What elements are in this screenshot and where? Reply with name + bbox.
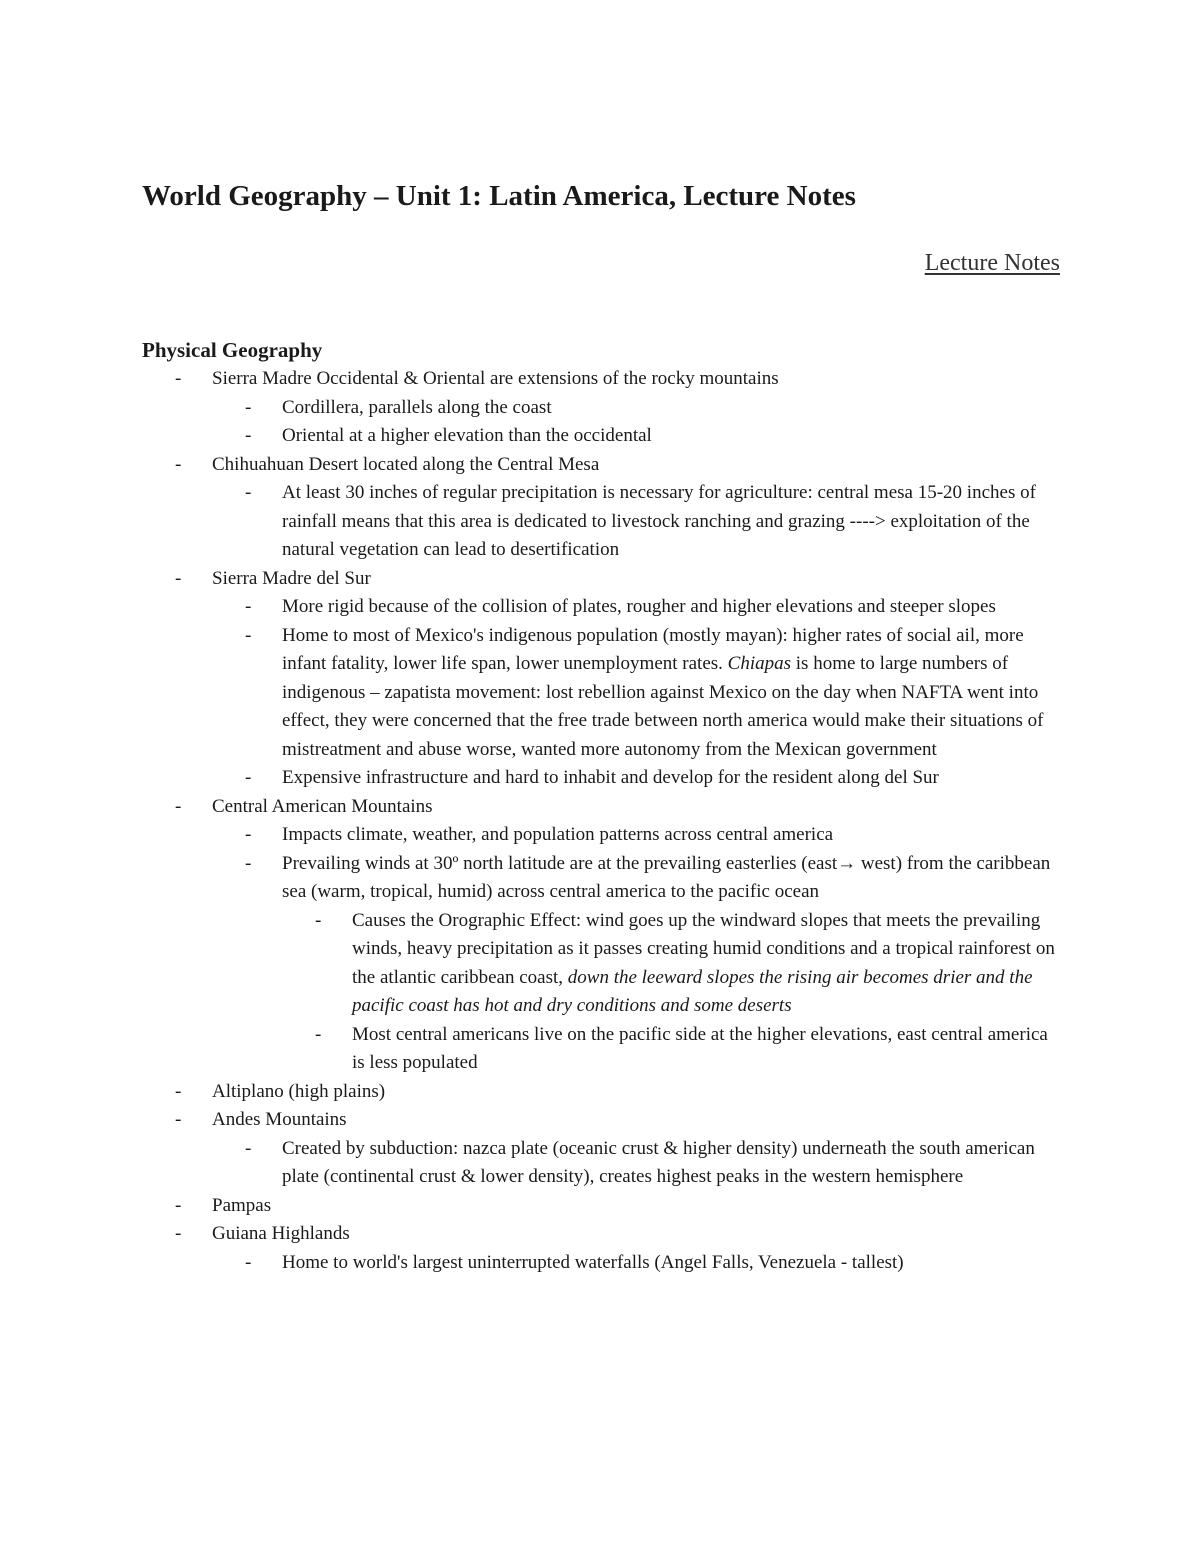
list-item xyxy=(142,1220,1060,1277)
document-page xyxy=(142,176,1060,1277)
list-item xyxy=(212,394,1060,423)
bullet-dash: - xyxy=(245,596,252,617)
document-title: World Geography – Unit 1: Latin America, Lecture Notes xyxy=(142,180,856,212)
item-text: Prevailing winds at 30º north latitude are at the prevailing easterlies (east→ west) from the caribbean sea (warm, tropical, humid) across central america to the pacific ocean xyxy=(282,852,1051,902)
bullet-dash: - xyxy=(175,1109,182,1130)
bullet-dash: - xyxy=(245,852,252,874)
list-item xyxy=(212,622,1060,765)
item-text: Home to most of Mexico's indigenous population (mostly mayan): higher rates of social ail, more infant fatality, lower life span, lower unemployment rates. xyxy=(282,624,1024,674)
bullet-dash: - xyxy=(175,453,182,475)
bullet-dash: - xyxy=(315,909,322,931)
list-item xyxy=(212,422,1060,451)
item-text: Sierra Madre Occidental & Oriental are extensions of the rocky mountains xyxy=(212,368,779,389)
bullet-dash: - xyxy=(245,1137,252,1159)
bullet-dash: - xyxy=(175,1080,182,1102)
item-text: Impacts climate, weather, and population patterns across central america xyxy=(282,824,834,845)
list-item xyxy=(212,1135,1060,1192)
list-item xyxy=(142,451,1060,565)
sub-list xyxy=(212,1249,1060,1278)
section-heading-physical-geography: Physical Geography xyxy=(142,338,323,362)
item-text: Chihuahuan Desert located along the Central Mesa xyxy=(212,453,600,475)
list-item xyxy=(212,479,1060,565)
item-text: Causes the Orographic Effect: wind goes up the windward slopes that meets the prevailing winds, heavy precipitation as it passes creating humid conditions and a tropical rainforest on the atlantic caribbean coast, xyxy=(352,909,1055,988)
item-text: Guiana Highlands xyxy=(212,1223,350,1244)
bullet-dash: - xyxy=(245,482,252,503)
item-text-italic: Chiapas xyxy=(727,653,792,674)
sub-list xyxy=(212,593,1060,793)
list-item xyxy=(142,365,1060,451)
sub-list xyxy=(212,394,1060,451)
sub-list xyxy=(212,479,1060,565)
sub-sub-list xyxy=(282,907,1060,1078)
notes-list xyxy=(142,365,1060,1277)
list-item xyxy=(212,1249,1060,1278)
item-text: More rigid because of the collision of plates, rougher and higher elevations and steeper slopes xyxy=(282,596,996,617)
item-text: Cordillera, parallels along the coast xyxy=(282,396,552,418)
list-item xyxy=(212,850,1060,1078)
item-text: Central American Mountains xyxy=(212,795,433,817)
list-item xyxy=(282,907,1060,1021)
lecture-notes-link[interactable]: Lecture Notes xyxy=(924,250,1060,276)
item-text: Altiplano (high plains) xyxy=(212,1080,386,1102)
item-text: Pampas xyxy=(212,1194,272,1216)
list-item xyxy=(142,565,1060,793)
item-text: Andes Mountains xyxy=(212,1109,347,1130)
item-text: Most central americans live on the pacific side at the higher elevations, east central america is less populated xyxy=(352,1023,1048,1073)
list-item xyxy=(212,821,1060,850)
bullet-dash: - xyxy=(175,1223,182,1244)
list-item xyxy=(142,1106,1060,1192)
list-item xyxy=(142,1078,1060,1107)
sub-list xyxy=(212,1135,1060,1192)
bullet-dash: - xyxy=(245,767,252,788)
list-item xyxy=(142,1192,1060,1221)
item-text: Sierra Madre del Sur xyxy=(212,567,371,589)
bullet-dash: - xyxy=(175,567,182,589)
list-item xyxy=(282,1021,1060,1078)
bullet-dash: - xyxy=(245,425,252,446)
item-text: Home to world's largest uninterrupted waterfalls (Angel Falls, Venezuela - tallest) xyxy=(282,1251,904,1273)
list-item xyxy=(212,764,1060,793)
item-text: Created by subduction: nazca plate (oceanic crust & higher density) underneath the south american plate (continental crust & lower density), creates highest peaks in the western hemisphere xyxy=(282,1137,1035,1187)
item-text: At least 30 inches of regular precipitation is necessary for agriculture: central mesa 15-20 inches of rainfall means that this area is dedicated to livestock ranching and grazing ----> exploitation of the natural vegetation can lead to desertification xyxy=(282,482,1036,560)
item-text-italic: down the leeward slopes the rising air becomes drier and the pacific coast has hot and dry conditions and some deserts xyxy=(352,966,1033,1016)
item-text: Oriental at a higher elevation than the occidental xyxy=(282,425,652,446)
bullet-dash: - xyxy=(175,368,182,389)
item-text: is home to large numbers of indigenous – zapatista movement: lost rebellion against Mexico on the day when NAFTA went into effect, they were concerned that the free trade between north america would make their situations of mistreatment and abuse worse, wanted more autonomy from the Mexican government xyxy=(282,653,1044,760)
subtitle-row xyxy=(142,250,1060,290)
bullet-dash: - xyxy=(245,396,252,418)
list-item xyxy=(212,593,1060,622)
bullet-dash: - xyxy=(315,1023,322,1045)
bullet-dash: - xyxy=(245,624,252,646)
bullet-dash: - xyxy=(175,795,182,817)
bullet-dash: - xyxy=(245,824,252,845)
bullet-dash: - xyxy=(175,1194,182,1216)
list-item xyxy=(142,793,1060,1078)
sub-list xyxy=(212,821,1060,1078)
bullet-dash: - xyxy=(245,1251,252,1273)
item-text: Expensive infrastructure and hard to inhabit and develop for the resident along del Sur xyxy=(282,767,939,788)
